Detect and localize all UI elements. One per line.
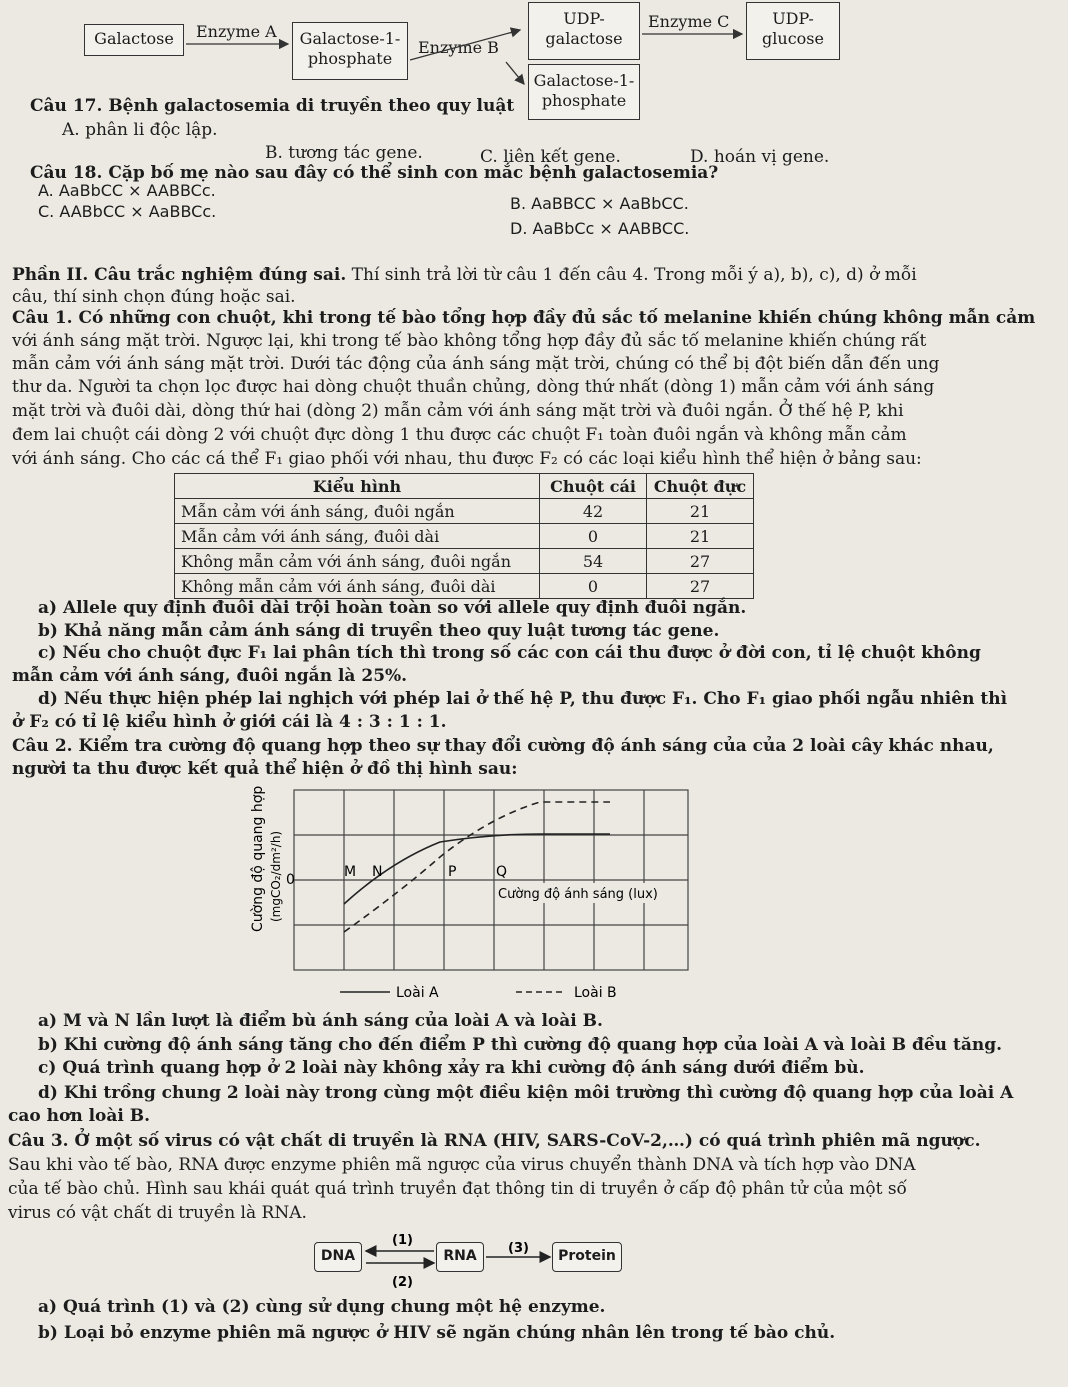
c1-line: thư da. Người ta chọn lọc được hai dòng chuột thuần chủng, dòng thứ nhất (dòng 1) mẫn cảm với ánh sáng — [12, 377, 935, 397]
table-row — [175, 499, 754, 524]
udp-gal-line2: galactose — [545, 29, 623, 48]
table-cell: 27 — [647, 574, 754, 599]
gal1p-b-line1: Galactose-1- — [533, 71, 635, 90]
c1-statement-d-cont: ở F₂ có tỉ lệ kiểu hình ở giới cái là 4 : 3 : 1 : 1. — [12, 712, 447, 732]
table-cell: 0 — [540, 574, 647, 599]
table-header: Kiểu hình — [175, 474, 540, 499]
c3-line3: của tế bào chủ. Hình sau khái quát quá trình truyền đạt thông tin di truyền ở cấp độ phân tử của một số — [8, 1179, 907, 1199]
enzyme-a-label: Enzyme A — [196, 22, 277, 41]
udp-gal-line1: UDP- — [563, 9, 605, 28]
table-cell: 27 — [647, 549, 754, 574]
point-n: N — [372, 864, 383, 880]
phenotype-table-wrap — [174, 473, 754, 599]
c2-statement-d[interactable]: d) Khi trồng chung 2 loài này trong cùng một điều kiện môi trường thì cường độ quang hợp của loài A — [38, 1083, 1014, 1103]
c2-line1: Câu 2. Kiểm tra cường độ quang hợp theo sự thay đổi cường độ ánh sáng của của 2 loài cây khác nhau, — [12, 736, 994, 756]
label-3: (3) — [508, 1241, 529, 1256]
gal1p-line2: phosphate — [307, 49, 393, 68]
q18-option-c[interactable]: C. AABbCC × AaBBCc. — [38, 202, 217, 221]
phenotype-table — [174, 473, 754, 599]
table-cell: 21 — [647, 524, 754, 549]
c2-statement-c[interactable]: c) Quá trình quang hợp ở 2 loài này không xảy ra khi cường độ ánh sáng dưới điểm bù. — [38, 1058, 865, 1078]
series-species-b — [344, 802, 610, 932]
enzyme-c-label: Enzyme C — [648, 12, 730, 31]
c2-statement-d-cont: cao hơn loài B. — [8, 1106, 151, 1126]
arrow-b — [410, 30, 520, 60]
udp-glc-line2: glucose — [762, 29, 824, 48]
table-header: Chuột đực — [647, 474, 754, 499]
zero-label: 0 — [286, 872, 295, 888]
c2-statement-b[interactable]: b) Khi cường độ ánh sáng tăng cho đến điểm P thì cường độ quang hợp của loài A và loài B đều tăng. — [38, 1035, 1002, 1055]
c2-statement-a[interactable]: a) M và N lần lượt là điểm bù ánh sáng của loài A và loài B. — [38, 1011, 603, 1031]
udp-glc-line1: UDP- — [772, 9, 814, 28]
table-row — [175, 524, 754, 549]
label-2: (2) — [392, 1275, 413, 1290]
legend-label-a: Loài A — [396, 985, 439, 1001]
table-row — [175, 549, 754, 574]
point-q: Q — [496, 864, 508, 880]
table-cell: Không mẫn cảm với ánh sáng, đuôi ngắn — [175, 549, 540, 574]
c1-line: với ánh sáng mặt trời. Ngược lại, khi trong tế bào không tổng hợp đầy đủ sắc tố melanine khiến chúng rất — [12, 331, 927, 351]
c3-statement-b[interactable]: b) Loại bỏ enzyme phiên mã ngược ở HIV sẽ ngăn chúng nhân lên trong tế bào chủ. — [38, 1323, 836, 1343]
legend-label-b: Loài B — [574, 985, 617, 1001]
chart-grid — [294, 790, 688, 970]
c1-statement-d[interactable]: d) Nếu thực hiện phép lai nghịch với phép lai ở thế hệ P, thu được F₁. Cho F₁ giao phối ngẫu nhiên thì — [38, 689, 1008, 709]
dogma-arrows — [310, 1230, 630, 1290]
central-dogma-diagram — [310, 1230, 630, 1290]
rna-box: RNA — [436, 1242, 484, 1272]
c1-line: Câu 1. Có những con chuột, khi trong tế bào tổng hợp đầy đủ sắc tố melanine khiến chúng không mẫn cảm — [12, 308, 1036, 328]
part2-heading — [12, 264, 917, 286]
table-cell: 54 — [540, 549, 647, 574]
table-cell: Mẫn cảm với ánh sáng, đuôi dài — [175, 524, 540, 549]
label-1: (1) — [392, 1233, 413, 1248]
c1-statement-b[interactable]: b) Khả năng mẫn cảm ánh sáng di truyền theo quy luật tương tác gene. — [38, 621, 720, 641]
q17-option-b[interactable]: B. tương tác gene. — [265, 143, 423, 163]
part2-title: Phần II. Câu trắc nghiệm đúng sai. — [12, 265, 347, 285]
x-axis-label: Cường độ ánh sáng (lux) — [498, 887, 658, 902]
q18-option-a[interactable]: A. AaBbCC × AABBCc. — [38, 181, 216, 200]
q18-option-b[interactable]: B. AaBBCC × AaBbCC. — [510, 194, 689, 213]
q18-option-d[interactable]: D. AaBbCc × AABBCC. — [510, 219, 690, 238]
q17-option-a[interactable]: A. phân li độc lập. — [62, 120, 218, 140]
q17-option-c[interactable]: C. liên kết gene. — [480, 147, 621, 167]
table-cell: 0 — [540, 524, 647, 549]
table-header-row — [175, 474, 754, 499]
arrow-b2 — [506, 62, 524, 84]
c3-line2: Sau khi vào tế bào, RNA được enzyme phiên mã ngược của virus chuyển thành DNA và tích hợp vào DNA — [8, 1155, 916, 1175]
q17-option-d[interactable]: D. hoán vị gene. — [690, 147, 830, 167]
c3-statement-a[interactable]: a) Quá trình (1) và (2) cùng sử dụng chung một hệ enzyme. — [38, 1297, 606, 1317]
table-cell: 42 — [540, 499, 647, 524]
y-axis-unit: (mgCO₂/dm²/h) — [269, 830, 283, 922]
c2-line2: người ta thu được kết quả thể hiện ở đồ thị hình sau: — [12, 759, 518, 779]
c1-line: mẫn cảm với ánh sáng mặt trời. Dưới tác động của ánh sáng mặt trời, chúng có thể bị đột biến dẫn đến ung — [12, 354, 940, 374]
c1-line: đem lai chuột cái dòng 2 với chuột đực dòng 1 thu được các chuột F₁ toàn đuôi ngắn và không mẫn cảm — [12, 425, 907, 445]
enzyme-b-label: Enzyme B — [418, 38, 499, 57]
point-p: P — [448, 864, 457, 880]
q18-title: Câu 18. Cặp bố mẹ nào sau đây có thể sinh con mắc bệnh galactosemia? — [30, 163, 719, 183]
galactose-box: Galactose — [84, 24, 184, 56]
c1-statement-a[interactable]: a) Allele quy định đuôi dài trội hoàn toàn so với allele quy định đuôi ngắn. — [38, 598, 747, 618]
part2-intro-2: câu, thí sinh chọn đúng hoặc sai. — [12, 287, 296, 307]
c1-statement-c-cont: mẫn cảm với ánh sáng, đuôi ngắn là 25%. — [12, 666, 408, 686]
gal1p-b-line2: phosphate — [541, 91, 627, 110]
c1-statement-c[interactable]: c) Nếu cho chuột đực F₁ lai phân tích thì trong số các con cái thu được ở đời con, tỉ lệ chuột không — [38, 643, 981, 663]
c3-line1: Câu 3. Ở một số virus có vật chất di truyền là RNA (HIV, SARS-CoV-2,…) có quá trình phiên mã ngược. — [8, 1131, 981, 1151]
protein-box: Protein — [552, 1242, 622, 1272]
gal1p-line1: Galactose-1- — [299, 29, 401, 48]
table-cell: 21 — [647, 499, 754, 524]
dna-box: DNA — [314, 1242, 362, 1272]
point-m: M — [344, 864, 357, 880]
q17-title: Câu 17. Bệnh galactosemia di truyền theo quy luật — [30, 96, 515, 116]
c3-line4: virus có vật chất di truyền là RNA. — [8, 1203, 307, 1223]
table-cell: Mẫn cảm với ánh sáng, đuôi ngắn — [175, 499, 540, 524]
table-cell: Không mẫn cảm với ánh sáng, đuôi dài — [175, 574, 540, 599]
chart-svg — [240, 782, 700, 1012]
photosynthesis-chart — [240, 782, 700, 1012]
part2-intro-1: Thí sinh trả lời từ câu 1 đến câu 4. Trong mỗi ý a), b), c), d) ở mỗi — [346, 265, 917, 285]
c1-line: mặt trời và đuôi dài, dòng thứ hai (dòng 2) mẫn cảm với ánh sáng mặt trời và đuôi ngắn. Ở thế hệ P, khi — [12, 401, 904, 421]
c1-line: với ánh sáng. Cho các cá thể F₁ giao phối với nhau, thu được F₂ có các loại kiểu hình thể hiện ở bảng sau: — [12, 449, 922, 469]
table-header: Chuột cái — [540, 474, 647, 499]
table-row — [175, 574, 754, 599]
y-axis-label: Cường độ quang hợp — [250, 785, 266, 932]
